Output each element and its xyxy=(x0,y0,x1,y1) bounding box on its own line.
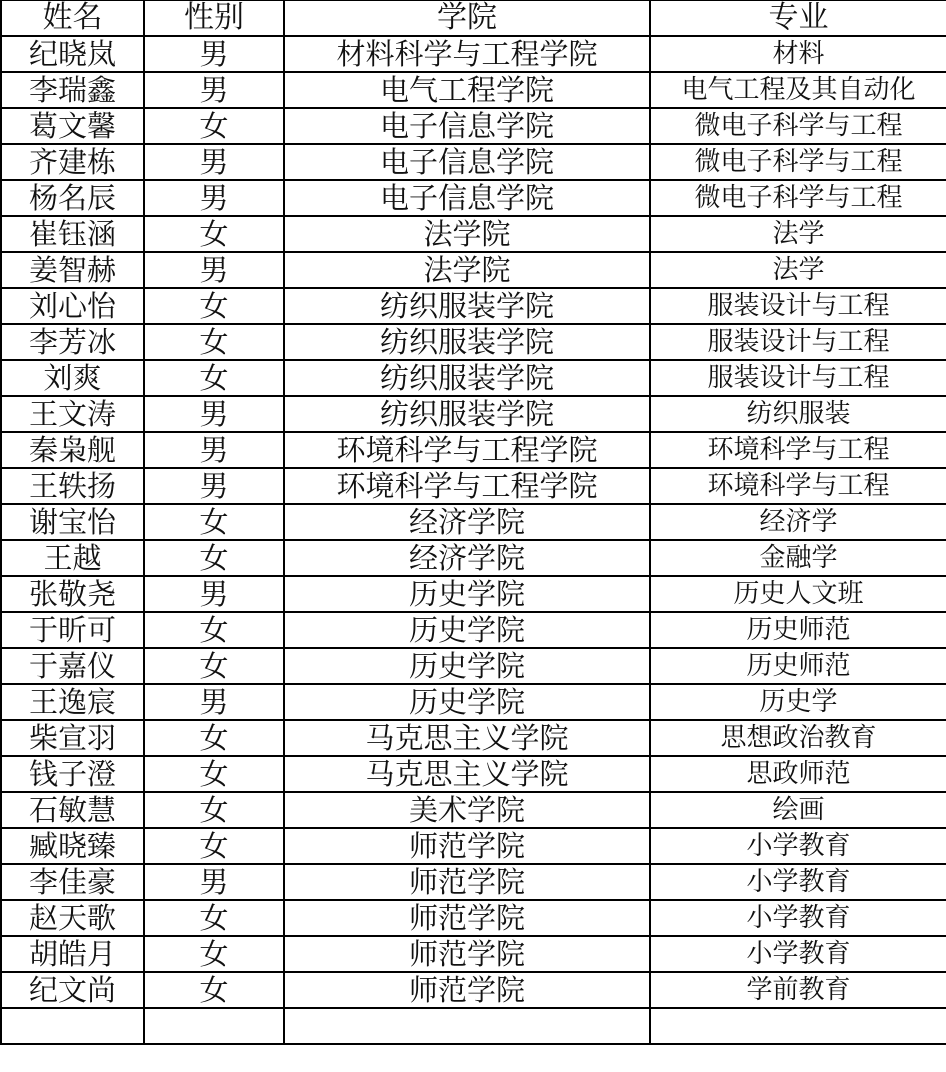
cell-name[interactable]: 姜智赫 xyxy=(1,252,144,288)
table-row xyxy=(1,108,946,144)
cell-major[interactable]: 小学教育 xyxy=(650,864,946,900)
header-major[interactable]: 专业 xyxy=(650,0,946,36)
cell-name[interactable]: 李芳冰 xyxy=(1,324,144,360)
cell-major[interactable]: 电气工程及其自动化 xyxy=(650,72,946,108)
cell-name[interactable]: 胡皓月 xyxy=(1,936,144,972)
cell-college[interactable]: 师范学院 xyxy=(284,864,650,900)
cell-major[interactable]: 材料 xyxy=(650,36,946,72)
cell-gender[interactable]: 男 xyxy=(144,36,284,72)
cell-gender[interactable]: 女 xyxy=(144,324,284,360)
cell-gender[interactable]: 女 xyxy=(144,720,284,756)
cell-major[interactable]: 服装设计与工程 xyxy=(650,324,946,360)
table-row-partial xyxy=(1,1008,946,1044)
header-college[interactable]: 学院 xyxy=(284,0,650,36)
cell-name[interactable]: 杨名辰 xyxy=(1,180,144,216)
cell-gender[interactable]: 女 xyxy=(144,540,284,576)
cell-major[interactable]: 小学教育 xyxy=(650,936,946,972)
cell-major[interactable]: 历史学 xyxy=(650,684,946,720)
cell-name[interactable]: 臧晓臻 xyxy=(1,828,144,864)
cell-name[interactable]: 葛文馨 xyxy=(1,108,144,144)
cell-gender[interactable]: 男 xyxy=(144,144,284,180)
cell-name[interactable]: 谢宝怡 xyxy=(1,504,144,540)
table-row xyxy=(1,144,946,180)
cell-name[interactable]: 纪晓岚 xyxy=(1,36,144,72)
cell-gender[interactable]: 女 xyxy=(144,936,284,972)
cell-college[interactable]: 电子信息学院 xyxy=(284,144,650,180)
cell-major[interactable]: 服装设计与工程 xyxy=(650,360,946,396)
cell-name[interactable]: 柴宣羽 xyxy=(1,720,144,756)
cell-gender[interactable]: 男 xyxy=(144,180,284,216)
table-row xyxy=(1,576,946,612)
cell-college[interactable]: 历史学院 xyxy=(284,648,650,684)
cell-gender[interactable]: 男 xyxy=(144,252,284,288)
cell-college[interactable]: 历史学院 xyxy=(284,684,650,720)
table-row xyxy=(1,936,946,972)
cell-gender[interactable]: 女 xyxy=(144,612,284,648)
cell-name[interactable]: 齐建栋 xyxy=(1,144,144,180)
table-row xyxy=(1,504,946,540)
cell-college[interactable]: 历史学院 xyxy=(284,576,650,612)
cell-empty[interactable] xyxy=(284,1008,650,1044)
table-row xyxy=(1,792,946,828)
table-row xyxy=(1,900,946,936)
cell-college[interactable]: 电子信息学院 xyxy=(284,108,650,144)
cell-major[interactable]: 服装设计与工程 xyxy=(650,288,946,324)
cell-major[interactable]: 法学 xyxy=(650,216,946,252)
cell-college[interactable]: 电气工程学院 xyxy=(284,72,650,108)
cell-empty[interactable] xyxy=(144,1008,284,1044)
header-name[interactable]: 姓名 xyxy=(1,0,144,36)
cell-major[interactable]: 历史师范 xyxy=(650,648,946,684)
table-row xyxy=(1,252,946,288)
cell-gender[interactable]: 女 xyxy=(144,972,284,1008)
cell-college[interactable]: 环境科学与工程学院 xyxy=(284,432,650,468)
cell-major[interactable]: 法学 xyxy=(650,252,946,288)
cell-gender[interactable]: 女 xyxy=(144,288,284,324)
cell-college[interactable]: 历史学院 xyxy=(284,612,650,648)
cell-college[interactable]: 纺织服装学院 xyxy=(284,396,650,432)
cell-name[interactable]: 王逸宸 xyxy=(1,684,144,720)
table-row xyxy=(1,432,946,468)
cell-gender[interactable]: 男 xyxy=(144,72,284,108)
cell-college[interactable]: 师范学院 xyxy=(284,936,650,972)
cell-name[interactable]: 王文涛 xyxy=(1,396,144,432)
cell-college[interactable]: 经济学院 xyxy=(284,504,650,540)
cell-major[interactable]: 微电子科学与工程 xyxy=(650,108,946,144)
table-row xyxy=(1,468,946,504)
cell-major[interactable]: 小学教育 xyxy=(650,828,946,864)
cell-college[interactable]: 材料科学与工程学院 xyxy=(284,36,650,72)
cell-college[interactable]: 美术学院 xyxy=(284,792,650,828)
cell-major[interactable]: 历史人文班 xyxy=(650,576,946,612)
cell-gender[interactable]: 女 xyxy=(144,900,284,936)
table-row xyxy=(1,648,946,684)
cell-major[interactable]: 学前教育 xyxy=(650,972,946,1008)
cell-major[interactable]: 纺织服装 xyxy=(650,396,946,432)
cell-gender[interactable]: 女 xyxy=(144,756,284,792)
cell-empty[interactable] xyxy=(1,1008,144,1044)
table-row xyxy=(1,756,946,792)
cell-college[interactable]: 马克思主义学院 xyxy=(284,720,650,756)
cell-gender[interactable]: 女 xyxy=(144,792,284,828)
cell-gender[interactable]: 女 xyxy=(144,360,284,396)
cell-name[interactable]: 王越 xyxy=(1,540,144,576)
table-row xyxy=(1,36,946,72)
cell-major[interactable]: 金融学 xyxy=(650,540,946,576)
cell-college[interactable]: 师范学院 xyxy=(284,900,650,936)
cell-college[interactable]: 法学院 xyxy=(284,216,650,252)
cell-gender[interactable]: 男 xyxy=(144,864,284,900)
table-row xyxy=(1,684,946,720)
table-row xyxy=(1,864,946,900)
table-row xyxy=(1,324,946,360)
header-row xyxy=(1,0,946,36)
table-row xyxy=(1,720,946,756)
cell-college[interactable]: 马克思主义学院 xyxy=(284,756,650,792)
cell-name[interactable]: 王轶扬 xyxy=(1,468,144,504)
cell-college[interactable]: 纺织服装学院 xyxy=(284,324,650,360)
table-row xyxy=(1,288,946,324)
table-body xyxy=(1,36,946,1044)
table-row xyxy=(1,972,946,1008)
table-row xyxy=(1,540,946,576)
cell-major[interactable]: 思想政治教育 xyxy=(650,720,946,756)
cell-name[interactable]: 赵天歌 xyxy=(1,900,144,936)
cell-college[interactable]: 法学院 xyxy=(284,252,650,288)
header-gender[interactable]: 性别 xyxy=(144,0,284,36)
cell-college[interactable]: 经济学院 xyxy=(284,540,650,576)
cell-gender[interactable]: 男 xyxy=(144,468,284,504)
cell-major[interactable]: 小学教育 xyxy=(650,900,946,936)
cell-gender[interactable]: 女 xyxy=(144,504,284,540)
cell-major[interactable]: 微电子科学与工程 xyxy=(650,144,946,180)
cell-gender[interactable]: 女 xyxy=(144,648,284,684)
cell-college[interactable]: 师范学院 xyxy=(284,828,650,864)
cell-major[interactable]: 环境科学与工程 xyxy=(650,468,946,504)
cell-name[interactable]: 于嘉仪 xyxy=(1,648,144,684)
table-row xyxy=(1,72,946,108)
table-row xyxy=(1,180,946,216)
cell-college[interactable]: 纺织服装学院 xyxy=(284,360,650,396)
cell-gender[interactable]: 男 xyxy=(144,576,284,612)
cell-name[interactable]: 崔钰涵 xyxy=(1,216,144,252)
cell-name[interactable]: 于昕可 xyxy=(1,612,144,648)
cell-name[interactable]: 刘爽 xyxy=(1,360,144,396)
table-row xyxy=(1,828,946,864)
cell-name[interactable]: 石敏慧 xyxy=(1,792,144,828)
cell-college[interactable]: 纺织服装学院 xyxy=(284,288,650,324)
cell-gender[interactable]: 女 xyxy=(144,108,284,144)
cell-name[interactable]: 李瑞鑫 xyxy=(1,72,144,108)
cell-major[interactable]: 历史师范 xyxy=(650,612,946,648)
cell-name[interactable]: 钱子澄 xyxy=(1,756,144,792)
cell-gender[interactable]: 女 xyxy=(144,828,284,864)
cell-major[interactable]: 经济学 xyxy=(650,504,946,540)
table-row xyxy=(1,396,946,432)
cell-gender[interactable]: 男 xyxy=(144,396,284,432)
cell-gender[interactable]: 女 xyxy=(144,216,284,252)
cell-major[interactable]: 环境科学与工程 xyxy=(650,432,946,468)
cell-college[interactable]: 环境科学与工程学院 xyxy=(284,468,650,504)
cell-major[interactable]: 绘画 xyxy=(650,792,946,828)
cell-name[interactable]: 秦枭舰 xyxy=(1,432,144,468)
table-row xyxy=(1,360,946,396)
cell-major[interactable]: 微电子科学与工程 xyxy=(650,180,946,216)
cell-name[interactable]: 张敬尧 xyxy=(1,576,144,612)
cell-empty[interactable] xyxy=(650,1008,946,1044)
cell-name[interactable]: 李佳豪 xyxy=(1,864,144,900)
cell-gender[interactable]: 男 xyxy=(144,432,284,468)
cell-name[interactable]: 刘心怡 xyxy=(1,288,144,324)
table-row xyxy=(1,612,946,648)
cell-name[interactable]: 纪文尚 xyxy=(1,972,144,1008)
table-row xyxy=(1,216,946,252)
cell-college[interactable]: 电子信息学院 xyxy=(284,180,650,216)
cell-college[interactable]: 师范学院 xyxy=(284,972,650,1008)
cell-major[interactable]: 思政师范 xyxy=(650,756,946,792)
cell-gender[interactable]: 男 xyxy=(144,684,284,720)
